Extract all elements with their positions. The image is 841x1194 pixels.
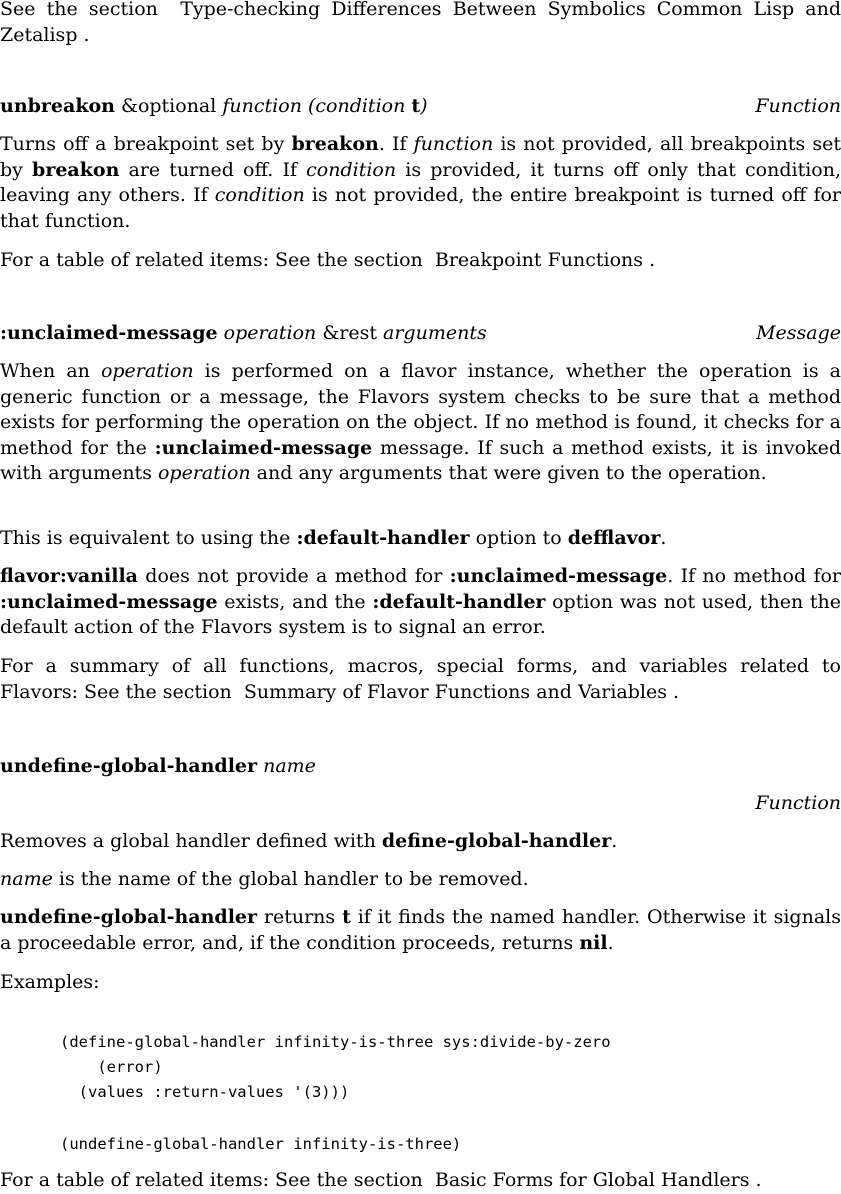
- undefine-related: [0, 1168, 841, 1194]
- undefine-paragraph-1: Removes a global handler defined with define-global-handler.: [0, 830, 618, 852]
- undefine-paragraph-2: name is the name of the global handler to be removed.: [0, 868, 529, 890]
- undefine-global-handler-category: Function: [755, 792, 841, 814]
- unbreakon-description: [0, 132, 841, 234]
- intro-section-link[interactable]: Type-checking Differences Between Symbolics Common Lisp and Zetalisp: [0, 0, 841, 46]
- undefine-global-handler-name: undefine-global-handler: [0, 755, 258, 777]
- unclaimed-message-description: [0, 359, 841, 487]
- undefine-global-handler-signature: undefine-global-handler name: [0, 755, 316, 777]
- unbreakon-category: Function: [755, 95, 841, 117]
- unbreakon-name: unbreakon: [0, 95, 115, 117]
- unbreakon-related: [0, 248, 841, 274]
- code-line-2: (error): [60, 1058, 163, 1076]
- unclaimed-paragraph-1: When an operation is performed on a flavor instance, whether the operation is a generic function or a message, the Flavors system checks to be sure that a method exists for performing the operation on the object. If no method is found, it checks for a method for the :unclaimed-message message. If such a method exists, it is invoked with arguments operation and any arguments that were given to the operation.: [0, 360, 841, 484]
- code-line-1: (define-global-handler infinity-is-three sys:divide-by-zero: [60, 1033, 611, 1051]
- breakpoint-functions-link[interactable]: Breakpoint Functions: [434, 249, 644, 271]
- undefine-description-1: [0, 829, 841, 855]
- code-line-4: (undefine-global-handler infinity-is-three): [60, 1135, 462, 1153]
- unclaimed-message-signature: :unclaimed-message operation &rest arguments: [0, 322, 487, 344]
- unclaimed-paragraph-3: flavor:vanilla does not provide a method for :unclaimed-message. If no method for :unclaimed-message exists, and the :default-handler option was not used, then the default action of the Flavors system is to signal an error.: [0, 565, 841, 638]
- intro-paragraph: [0, 0, 841, 48]
- intro-text: See the section Type-checking Differences Between Symbolics Common Lisp and Zetalisp .: [0, 0, 841, 46]
- unbreakon-signature: unbreakon &optional function (condition t): [0, 95, 428, 117]
- undefine-description-2: [0, 867, 841, 893]
- undefine-related-text: For a table of related items: See the section Basic Forms for Global Handlers .: [0, 1169, 762, 1191]
- undefine-paragraph-3: undefine-global-handler returns t if it finds the named handler. Otherwise it signals a proceedable error, and, if the condition proceeds, returns nil.: [0, 906, 841, 954]
- unclaimed-message-summary: [0, 654, 841, 705]
- flavor-summary-link[interactable]: Summary of Flavor Functions and Variables: [243, 680, 667, 703]
- unclaimed-message-vanilla: [0, 564, 841, 641]
- unclaimed-paragraph-2: This is equivalent to using the :default-handler option to defflavor.: [0, 527, 667, 549]
- unbreakon-paragraph: Turns off a breakpoint set by breakon. If function is not provided, all breakpoints set by breakon are turned off. If condition is provided, it turns off only that condition, leaving any others. If condition is not provided, the entire breakpoint is turned off for that function.: [0, 133, 841, 232]
- code-line-3: (values :return-values '(3))): [60, 1083, 350, 1101]
- unclaimed-message-equivalence: [0, 526, 841, 552]
- unclaimed-message-name: :unclaimed-message: [0, 322, 218, 344]
- flavors-summary-text: For a summary of all functions, macros, special forms, and variables related to Flavors: See the section Summary of Flavor Functions and Variables .: [0, 655, 841, 703]
- unbreakon-related-text: For a table of related items: See the section Breakpoint Functions .: [0, 249, 656, 271]
- global-handlers-link[interactable]: Basic Forms for Global Handlers: [434, 1169, 750, 1191]
- undefine-description-3: [0, 905, 841, 956]
- examples-label: Examples:: [0, 971, 100, 993]
- unclaimed-message-category: Message: [756, 322, 841, 344]
